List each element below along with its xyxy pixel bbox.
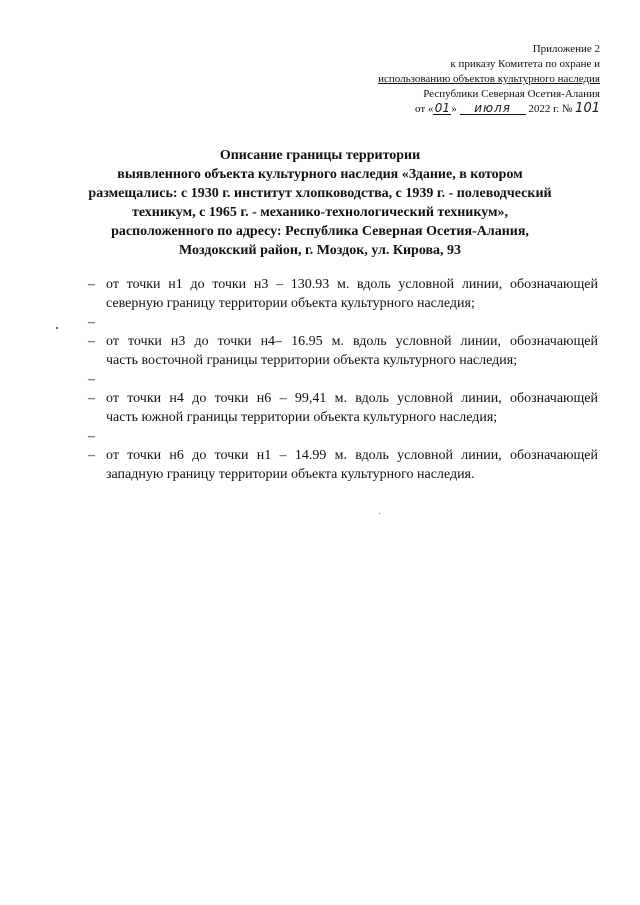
title-line: Моздокский район, г. Моздок, ул. Кирова, 93 <box>178 243 462 258</box>
appendix-title: Приложение 2 <box>532 43 600 55</box>
list-item-line: часть восточной границы территории объекта культурного наследия; <box>106 353 518 368</box>
document-title <box>60 146 580 260</box>
title-line: техникум, с 1965 г. - механико-технологический техникум», <box>131 205 509 220</box>
list-item-line: от точки н3 до точки н4– 16.95 м. вдоль условной линии, обозначающей <box>106 334 598 349</box>
order-mid: » <box>451 103 457 115</box>
scan-speck <box>379 513 380 514</box>
list-dash: – <box>88 448 95 463</box>
appendix-republic: Республики Северная Осетия-Алания <box>423 88 600 100</box>
list-dash: – <box>88 277 95 292</box>
appendix-order-ref: к приказу Комитета по охране и <box>450 58 600 70</box>
list-item <box>88 389 598 427</box>
list-dash: – <box>88 315 95 330</box>
order-month-handwritten: июля <box>460 102 526 115</box>
list-dash: – <box>88 334 95 349</box>
empty-list-item <box>88 313 598 332</box>
empty-list-item <box>88 427 598 446</box>
order-date-line <box>300 102 600 117</box>
list-item-line: северную границу территории объекта культурного наследия; <box>106 296 475 311</box>
title-line: размещались: с 1930 г. институт хлопководства, с 1939 г. - полеводческий <box>88 186 552 201</box>
list-item-line: часть южной границы территории объекта культурного наследия; <box>106 410 498 425</box>
list-dash: – <box>88 372 95 387</box>
list-dash: – <box>88 391 95 406</box>
list-item-line: западную границу территории объекта культурного наследия. <box>106 467 475 482</box>
list-item-line: от точки н6 до точки н1 – 14.99 м. вдоль условной линии, обозначающей <box>106 448 598 463</box>
title-line: выявленного объекта культурного наследия «Здание, в котором <box>117 167 523 182</box>
order-day-handwritten: 01 <box>434 101 451 115</box>
order-year: 2022 г. № <box>528 103 573 115</box>
list-item <box>88 332 598 370</box>
appendix-committee-name: использованию объектов культурного наследия <box>378 73 600 85</box>
title-line: Описание границы территории <box>219 148 421 163</box>
empty-list-item <box>88 370 598 389</box>
title-line: расположенного по адресу: Республика Северная Осетия-Алания, <box>111 224 529 239</box>
order-prefix: от « <box>414 103 434 115</box>
list-item <box>88 275 598 313</box>
list-item <box>88 446 598 484</box>
list-dash: – <box>88 429 95 444</box>
boundary-description-list <box>88 275 598 484</box>
scan-speck <box>56 327 58 329</box>
order-number-handwritten: 101 <box>575 101 600 116</box>
list-item-line: от точки н4 до точки н6 – 99,41 м. вдоль условной линии, обозначающей <box>106 391 598 406</box>
appendix-header <box>300 42 600 117</box>
list-item-line: от точки н1 до точки н3 – 130.93 м. вдоль условной линии, обозначающей <box>106 277 598 292</box>
